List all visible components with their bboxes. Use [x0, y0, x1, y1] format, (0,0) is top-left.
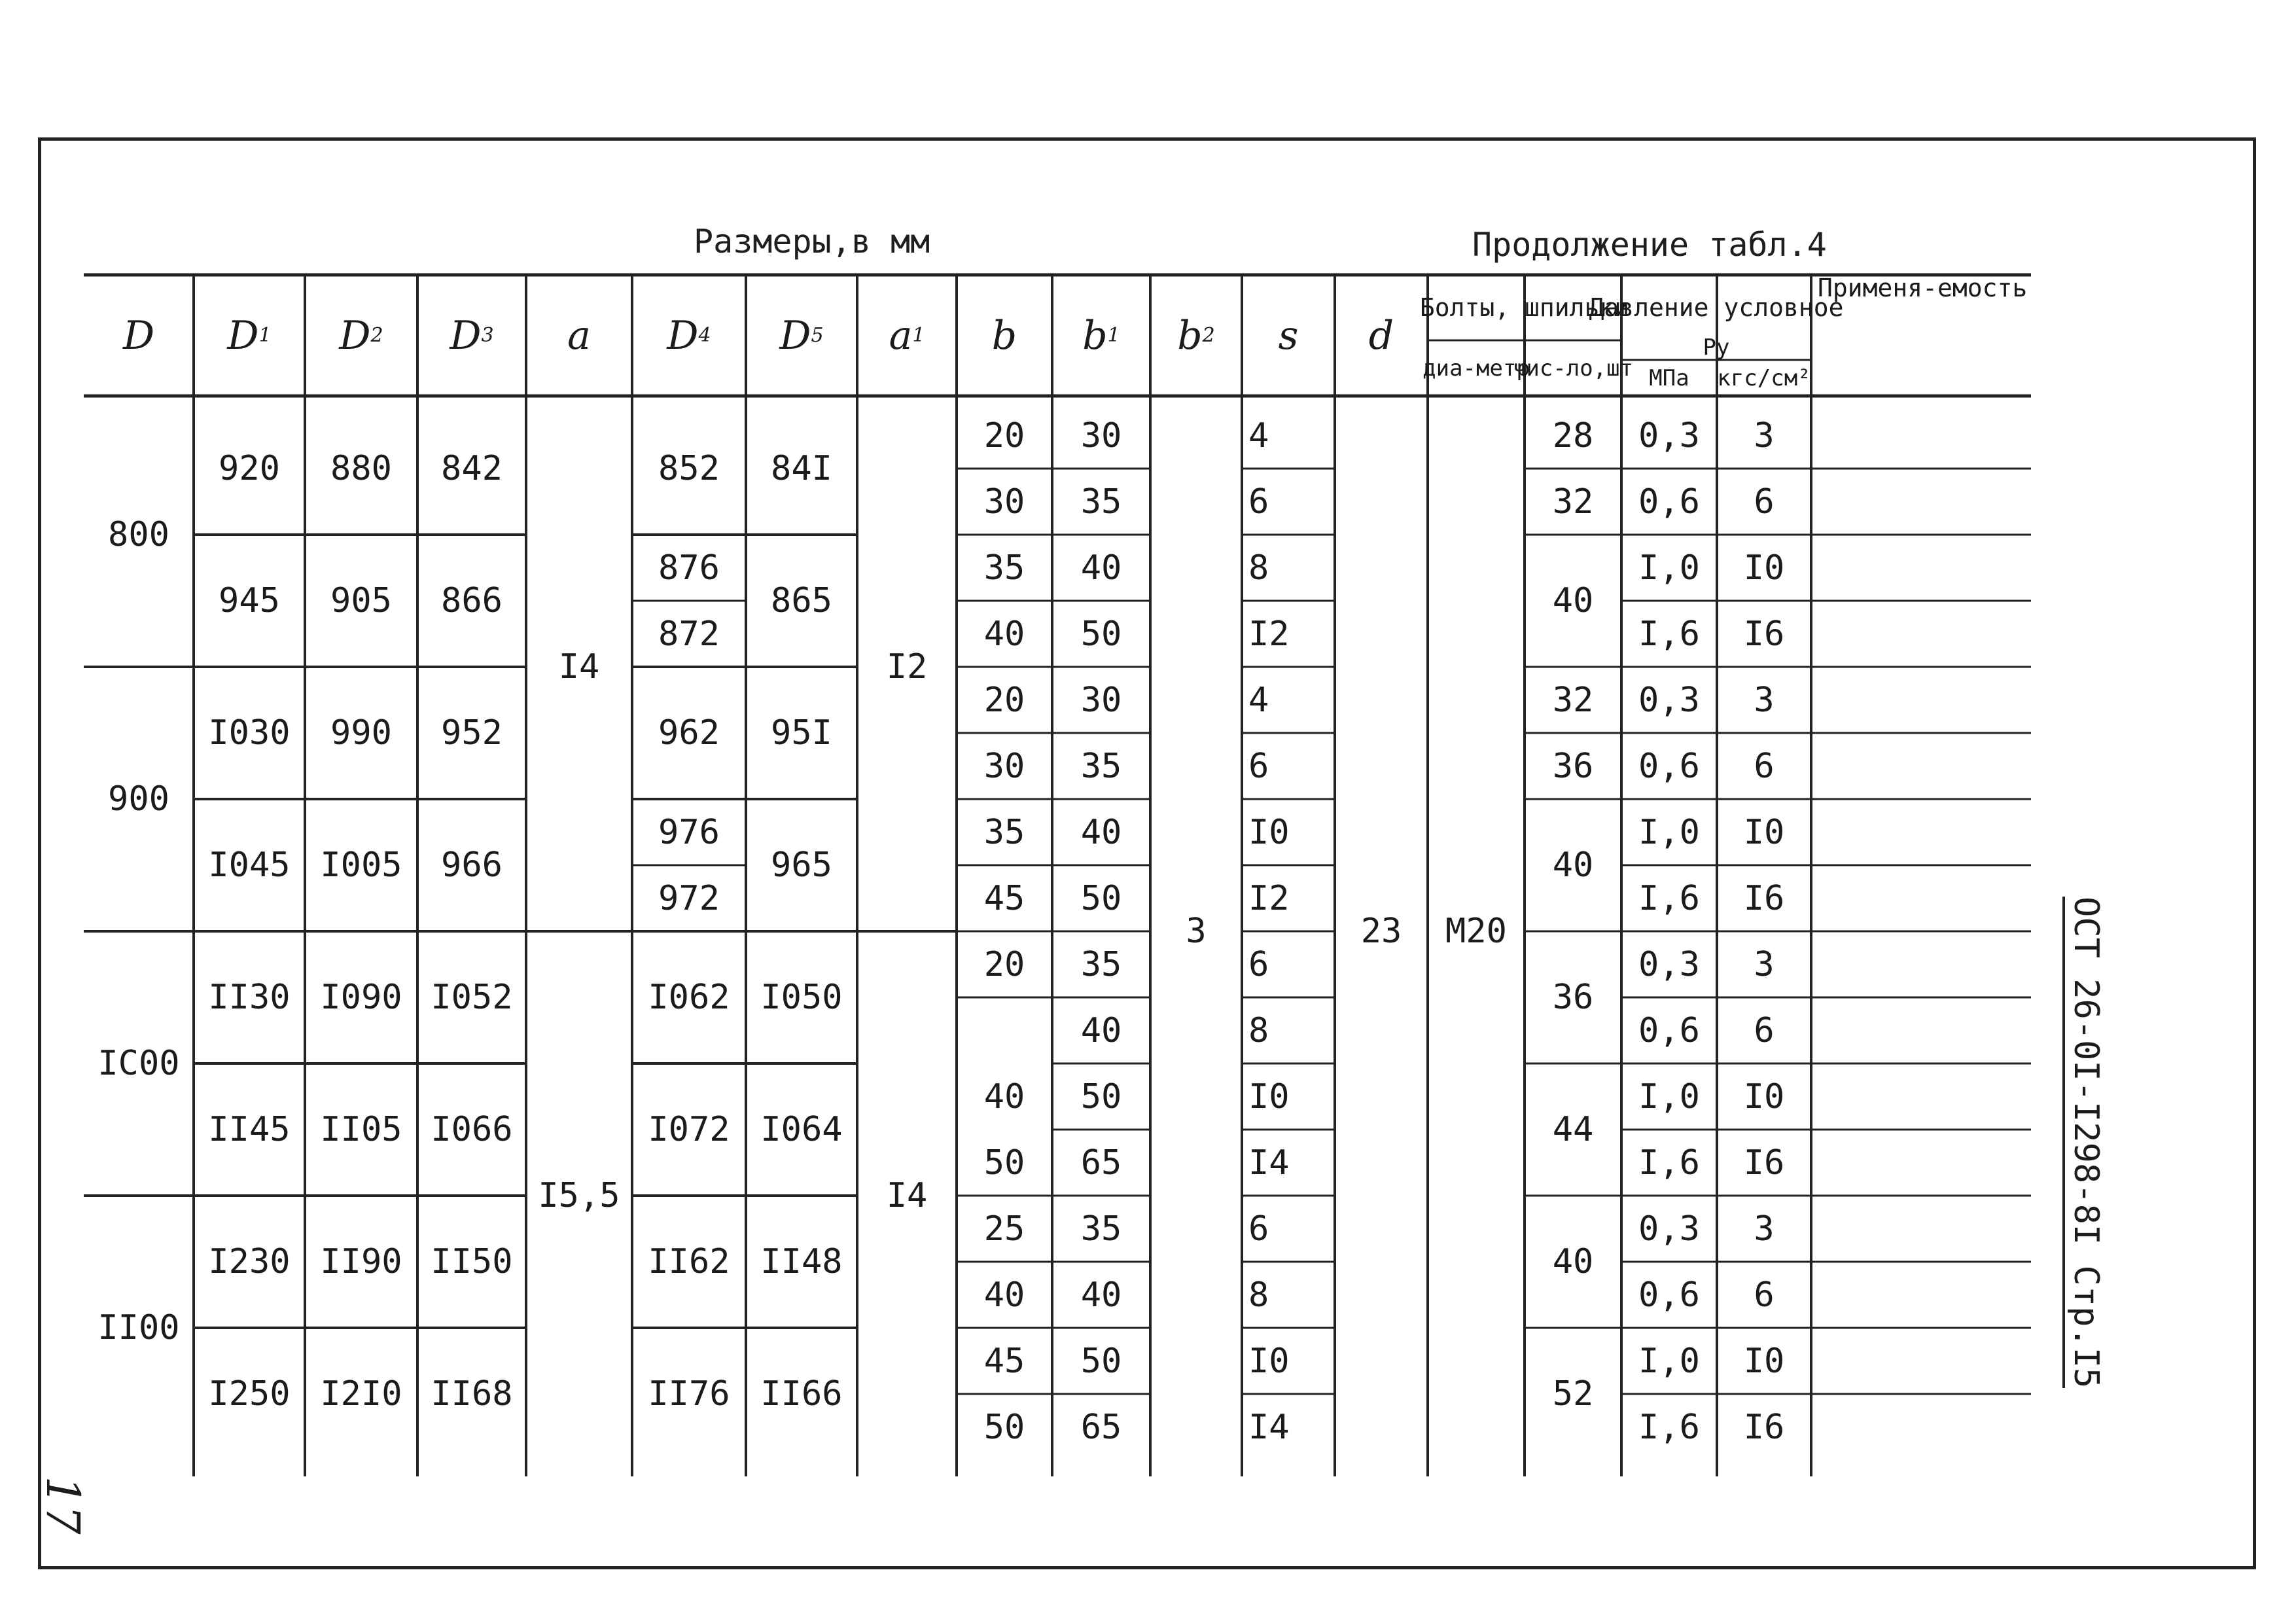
value-pressure-kgf: I0: [1743, 548, 1785, 588]
units-caption: Размеры,в мм: [694, 223, 930, 260]
value-s: I0: [1248, 812, 1290, 852]
value-D2: II05: [320, 1110, 402, 1149]
value-b1: 50: [1080, 1077, 1122, 1116]
value-D1: II30: [208, 978, 291, 1017]
value-s: I2: [1248, 878, 1290, 918]
value-D1: II45: [208, 1110, 291, 1149]
value-b: 25: [983, 1209, 1025, 1249]
value-b1: 65: [1080, 1407, 1122, 1447]
header-b: b: [991, 312, 1017, 359]
subscript: 2: [370, 324, 383, 347]
symbol: D: [779, 312, 811, 359]
value-b1: 65: [1080, 1143, 1122, 1183]
symbol: D: [667, 312, 699, 359]
value-pressure-kgf: 6: [1754, 746, 1775, 786]
value-bolt-count: 40: [1552, 846, 1594, 885]
header-mpa: МПа: [1649, 365, 1689, 391]
header-bolt-count: чис-ло,шт: [1512, 355, 1634, 382]
value-D4: 852: [658, 449, 720, 488]
value-pressure-mpa: I,0: [1638, 1077, 1700, 1116]
value-pressure-mpa: 0,3: [1638, 416, 1700, 455]
value-D5: II48: [760, 1242, 843, 1281]
value-b1: 30: [1080, 680, 1122, 720]
value-b: 50: [983, 1143, 1025, 1183]
value-D5: II66: [760, 1374, 843, 1414]
value-D5: 865: [771, 581, 832, 620]
value-pressure-kgf: 3: [1754, 1209, 1775, 1249]
value-D2: 905: [330, 581, 392, 620]
subscript: 1: [1107, 324, 1120, 347]
header-D5: [746, 275, 857, 396]
value-pressure-kgf: I6: [1743, 1143, 1785, 1183]
value-s: I4: [1248, 1407, 1290, 1447]
value-b: 20: [983, 680, 1025, 720]
value-pressure-kgf: 3: [1754, 944, 1775, 984]
value-pressure-kgf: I6: [1743, 878, 1785, 918]
value-D4: II62: [648, 1242, 730, 1281]
value-D4: II76: [648, 1374, 730, 1414]
header-b2: [1150, 275, 1242, 396]
value-b: 45: [983, 878, 1025, 918]
value-pressure-mpa: 0,6: [1638, 1010, 1700, 1050]
value-b: 20: [983, 416, 1025, 455]
header-D4: [632, 275, 746, 396]
header-bolt-diameter: диа-метр: [1422, 355, 1530, 382]
value-b1: 30: [1080, 416, 1122, 455]
value-D3: 966: [441, 846, 503, 885]
value-s: 6: [1248, 1209, 1269, 1249]
subscript: 3: [481, 324, 494, 347]
subscript: 2: [1202, 324, 1215, 347]
header-usage: Применя-емость: [1818, 274, 2028, 302]
value-D4: I072: [648, 1110, 730, 1149]
value-bolt-count: 32: [1552, 482, 1594, 522]
value-b: 40: [983, 1275, 1025, 1315]
value-D1: 945: [219, 581, 280, 620]
subscript: 1: [912, 324, 925, 347]
value-D4: 972: [658, 878, 720, 918]
value-D3: I052: [431, 978, 513, 1017]
value-d: 23: [1360, 912, 1402, 951]
header-pressure-symbol: Pу: [1703, 334, 1730, 361]
symbol: a: [889, 312, 913, 359]
value-D4: I062: [648, 978, 730, 1017]
value-bolt-count: 40: [1552, 1242, 1594, 1281]
value-pressure-mpa: 0,6: [1638, 746, 1700, 786]
header-a: a: [567, 312, 591, 359]
value-bolt-count: 32: [1552, 680, 1594, 720]
value-pressure-mpa: I,6: [1638, 1407, 1700, 1447]
value-D3: II50: [431, 1242, 513, 1281]
value-b1: 35: [1080, 944, 1122, 984]
value-s: 8: [1248, 548, 1269, 588]
header-pressure: Давление условное: [1589, 293, 1844, 322]
value-D5: I050: [760, 978, 843, 1017]
header-a1: [857, 275, 957, 396]
value-b1: 50: [1080, 878, 1122, 918]
subscript: 4: [698, 324, 711, 347]
header-s: s: [1278, 312, 1299, 359]
value-pressure-kgf: 3: [1754, 416, 1775, 455]
value-b1: 35: [1080, 482, 1122, 522]
header-D: D: [122, 312, 155, 359]
value-pressure-mpa: 0,3: [1638, 944, 1700, 984]
value-b: 20: [983, 944, 1025, 984]
value-pressure-mpa: I,6: [1638, 878, 1700, 918]
nominal-diameter-D: II00: [97, 1308, 180, 1347]
header-D2: [305, 275, 417, 396]
nominal-diameter-D: 800: [108, 515, 169, 554]
continuation-caption: Продолжение табл.4: [1472, 226, 1827, 264]
value-s: I0: [1248, 1341, 1290, 1381]
value-pressure-kgf: I0: [1743, 812, 1785, 852]
value-b: 35: [983, 548, 1025, 588]
value-pressure-kgf: I6: [1743, 614, 1785, 654]
value-D1: 920: [219, 449, 280, 488]
symbol: b: [1177, 312, 1203, 359]
document-side-title: ОСТ 26-0I-I298-8I Стр.I5: [2048, 897, 2120, 1486]
value-bolt-count: 44: [1552, 1110, 1594, 1149]
value-s: 4: [1248, 416, 1269, 455]
value-D5: I064: [760, 1110, 843, 1149]
value-s: I2: [1248, 614, 1290, 654]
value-pressure-kgf: I0: [1743, 1341, 1785, 1381]
value-pressure-mpa: 0,6: [1638, 1275, 1700, 1315]
symbol: D: [339, 312, 371, 359]
value-D2: 880: [330, 449, 392, 488]
value-D3: II68: [431, 1374, 513, 1414]
value-s: 6: [1248, 944, 1269, 984]
value-pressure-mpa: I,0: [1638, 548, 1700, 588]
value-D2: I005: [320, 846, 402, 885]
value-D5: 95I: [771, 713, 832, 753]
value-b1: 40: [1080, 548, 1122, 588]
value-D4: 876: [658, 548, 720, 588]
value-pressure-kgf: 6: [1754, 1010, 1775, 1050]
value-D4: 872: [658, 614, 720, 654]
value-s: 8: [1248, 1275, 1269, 1315]
value-a: I4: [558, 647, 600, 687]
header-D3: [417, 275, 526, 396]
subscript: 5: [811, 324, 824, 347]
value-b: 40: [983, 614, 1025, 654]
value-D5: 84I: [771, 449, 832, 488]
header-d: d: [1368, 312, 1394, 359]
value-pressure-mpa: I,0: [1638, 1341, 1700, 1381]
value-s: 8: [1248, 1010, 1269, 1050]
subscript: 1: [258, 324, 272, 347]
header-b1: [1052, 275, 1150, 396]
value-pressure-mpa: 0,6: [1638, 482, 1700, 522]
value-a: I5,5: [538, 1176, 620, 1215]
value-D5: 965: [771, 846, 832, 885]
value-s: 6: [1248, 746, 1269, 786]
value-pressure-mpa: 0,3: [1638, 1209, 1700, 1249]
value-D4: 976: [658, 812, 720, 852]
nominal-diameter-D: 900: [108, 779, 169, 819]
value-pressure-mpa: I,6: [1638, 1143, 1700, 1183]
value-b1: 50: [1080, 1341, 1122, 1381]
value-pressure-mpa: I,0: [1638, 812, 1700, 852]
value-b1: 50: [1080, 614, 1122, 654]
value-D2: II90: [320, 1242, 402, 1281]
value-a1: I4: [886, 1176, 928, 1215]
header-bolts: Болты, шпильки: [1419, 293, 1630, 322]
value-pressure-kgf: I0: [1743, 1077, 1785, 1116]
value-pressure-kgf: 3: [1754, 680, 1775, 720]
value-s: 4: [1248, 680, 1269, 720]
symbol: D: [227, 312, 259, 359]
value-b: 50: [983, 1407, 1025, 1447]
value-bolt-count: 28: [1552, 416, 1594, 455]
value-bolt-count: 36: [1552, 746, 1594, 786]
value-D1: I045: [208, 846, 291, 885]
symbol: D: [450, 312, 482, 359]
value-b: 35: [983, 812, 1025, 852]
value-D1: I030: [208, 713, 291, 753]
symbol: b: [1082, 312, 1108, 359]
value-b1: 35: [1080, 746, 1122, 786]
value-D2: 990: [330, 713, 392, 753]
value-s: I4: [1248, 1143, 1290, 1183]
value-D2: I090: [320, 978, 402, 1017]
header-kgf: кгс/см²: [1717, 365, 1811, 391]
value-D3: 842: [441, 449, 503, 488]
value-b2: 3: [1186, 912, 1207, 951]
nominal-diameter-D: IC00: [97, 1044, 180, 1083]
value-b1: 40: [1080, 812, 1122, 852]
value-bolt-count: 52: [1552, 1374, 1594, 1414]
value-pressure-mpa: I,6: [1638, 614, 1700, 654]
value-pressure-kgf: I6: [1743, 1407, 1785, 1447]
value-D3: 866: [441, 581, 503, 620]
value-b1: 40: [1080, 1010, 1122, 1050]
value-b: 30: [983, 746, 1025, 786]
value-D1: I230: [208, 1242, 291, 1281]
value-b: 40: [983, 1077, 1025, 1116]
value-D3: I066: [431, 1110, 513, 1149]
value-D3: 952: [441, 713, 503, 753]
value-b: 30: [983, 482, 1025, 522]
value-s: 6: [1248, 482, 1269, 522]
value-D1: I250: [208, 1374, 291, 1414]
value-bolt-count: 40: [1552, 581, 1594, 620]
value-s: I0: [1248, 1077, 1290, 1116]
value-bolt-count: 36: [1552, 978, 1594, 1017]
value-pressure-mpa: 0,3: [1638, 680, 1700, 720]
value-b1: 35: [1080, 1209, 1122, 1249]
value-D2: I2I0: [320, 1374, 402, 1414]
value-b1: 40: [1080, 1275, 1122, 1315]
value-b: 45: [983, 1341, 1025, 1381]
value-pressure-kgf: 6: [1754, 1275, 1775, 1315]
value-pressure-kgf: 6: [1754, 482, 1775, 522]
value-a1: I2: [886, 647, 928, 687]
header-D1: [194, 275, 305, 396]
page-number: 17: [36, 1476, 90, 1535]
value-bolt-diameter: M20: [1445, 912, 1507, 951]
value-D4: 962: [658, 713, 720, 753]
